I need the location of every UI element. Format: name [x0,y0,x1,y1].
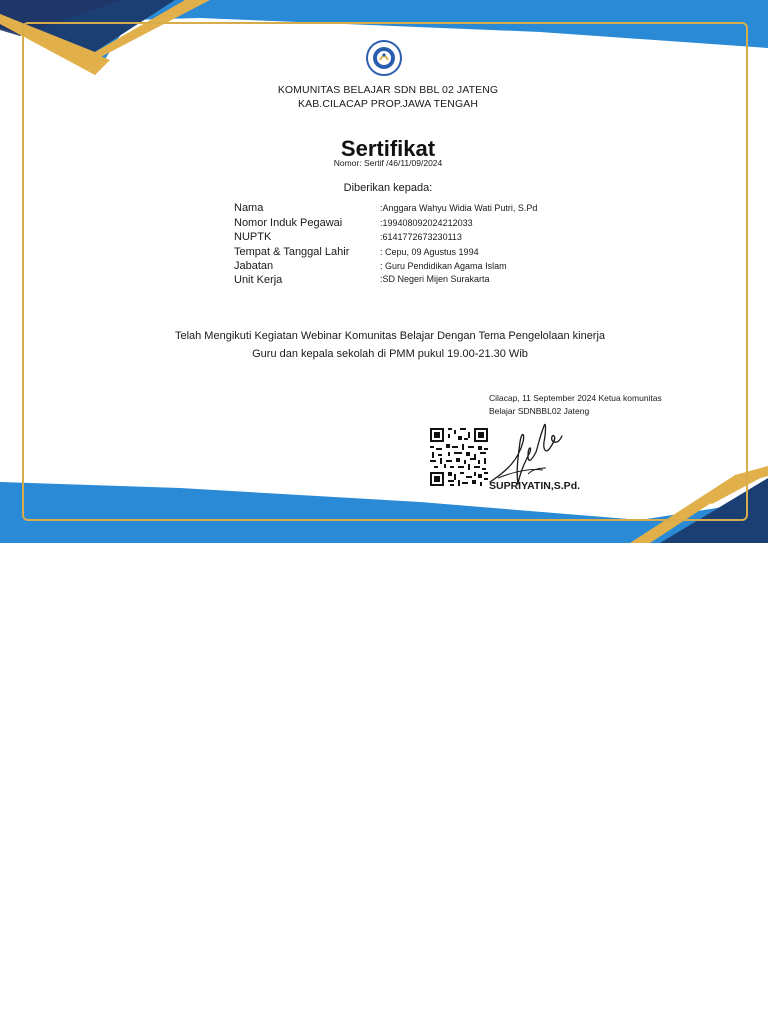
certificate-title: Sertifikat [340,136,436,161]
organization-name: KOMUNITAS BELAJAR SDN BBL 02 JATENG [277,84,499,96]
statement-line-1: Telah Mengikuti Kegiatan Webinar Komunitas Belajar Dengan Tema Pengelolaan kinerja [174,330,606,342]
field-label-nuptk: NUPTK [234,231,272,243]
statement-line-2: Guru dan kepala sekolah di PMM pukul 19.00-21.30 Wib [252,348,528,360]
field-label-nama: Nama [234,202,264,214]
qr-code-icon [430,428,488,486]
field-label-nip: Nomor Induk Pegawai [234,217,343,229]
place-date-line-2: Belajar SDNBBL02 Jateng [489,406,590,416]
signer-name: SUPRIYATIN,S.Pd. [489,480,581,492]
field-value-nama: :Anggara Wahyu Widia Wati Putri, S.Pd [380,203,538,213]
place-date-line-1: Cilacap, 11 September 2024 Ketua komunitas [489,393,662,403]
organization-location: KAB.CILACAP PROP.JAWA TENGAH [298,98,478,110]
field-value-birth: : Cepu, 09 Agustus 1994 [380,247,479,257]
given-to-label: Diberikan kepada: [343,182,433,194]
field-label-jabatan: Jabatan [234,260,274,272]
certificate-number: Nomor: Sertif /46/11/09/2024 [333,158,443,168]
field-label-birth: Tempat & Tanggal Lahir [234,246,350,258]
field-value-jabatan: : Guru Pendidikan Agama Islam [380,261,507,271]
field-label-unit: Unit Kerja [234,274,283,286]
field-value-nuptk: :6141772673230113 [380,232,462,242]
certificate-border [22,22,748,521]
community-logo-icon [366,40,402,76]
certificate-statement [140,327,640,363]
field-value-unit: :SD Negeri Mijen Surakarta [380,274,490,284]
field-value-nip: :199408092024212033 [380,218,473,228]
